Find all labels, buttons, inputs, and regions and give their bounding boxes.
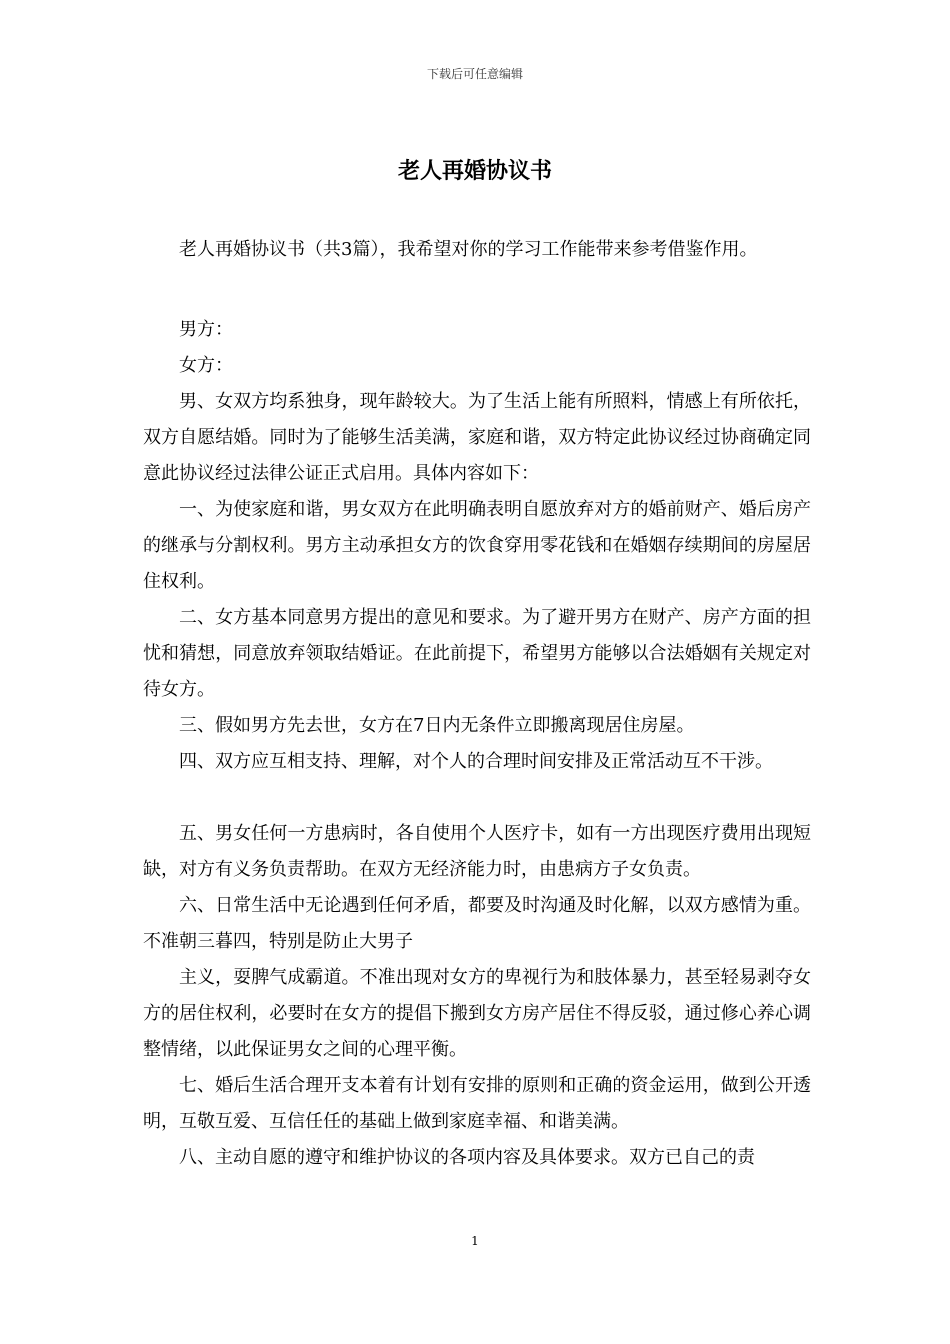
paragraph-clause-6: 六、日常生活中无论遇到任何矛盾，都要及时沟通及时化解，以双方感情为重。不准朝三暮四，特别是防止大男子 [143,895,811,952]
paragraph-clause-5: 五、男女任何一方患病时，各自使用个人医疗卡，如有一方出现医疗费用出现短缺，对方有义务负责帮助。在双方无经济能力时，由患病方子女负责。 [143,823,811,880]
paragraph-clause-7: 七、婚后生活合理开支本着有计划有安排的原则和正确的资金运用，做到公开透明，互敬互爱、互信任任的基础上做到家庭幸福、和谐美满。 [143,1075,811,1132]
paragraph-clause-8: 八、主动自愿的遵守和维护协议的各项内容及具体要求。双方已自己的责 [179,1147,755,1168]
paragraph-clause-2: 二、女方基本同意男方提出的意见和要求。为了避开男方在财产、房产方面的担忧和猜想，同意放弃领取结婚证。在此前提下，希望男方能够以合法婚姻有关规定对待女方。 [143,607,811,700]
intro-paragraph: 老人再婚协议书（共3篇），我希望对你的学习工作能带来参考借鉴作用。 [179,239,758,260]
paragraph-female-party: 女方： [179,355,233,376]
paragraph-clause-1: 一、为使家庭和谐，男女双方在此明确表明自愿放弃对方的婚前财产、婚后房产的继承与分割权利。男方主动承担女方的饮食穿用零花钱和在婚姻存续期间的房屋居住权利。 [143,499,811,592]
paragraph-preamble: 男、女双方均系独身，现年龄较大。为了生活上能有所照料，情感上有所依托，双方自愿结婚。同时为了能够生活美满，家庭和谐，双方特定此协议经过协商确定同意此协议经过法律公证正式启用。具体内容如下： [143,391,811,484]
document-title: 老人再婚协议书 [397,158,552,184]
paragraph-clause-3: 三、假如男方先去世，女方在7日内无条件立即搬离现居住房屋。 [179,715,695,736]
paragraph-clause-4: 四、双方应互相支持、理解，对个人的合理时间安排及正常活动互不干涉。 [179,751,773,772]
document-body [143,232,811,1176]
paragraph-clause-6-continued: 主义，耍脾气成霸道。不准出现对女方的卑视行为和肢体暴力，甚至轻易剥夺女方的居住权利，必要时在女方的提倡下搬到女方房产居住不得反驳，通过修心养心调整情绪，以此保证男女之间的心理平衡。 [143,967,811,1060]
page-number: 1 [471,1234,479,1248]
paragraph-male-party: 男方： [179,319,233,340]
page-header-note: 下载后可任意编辑 [426,67,523,81]
